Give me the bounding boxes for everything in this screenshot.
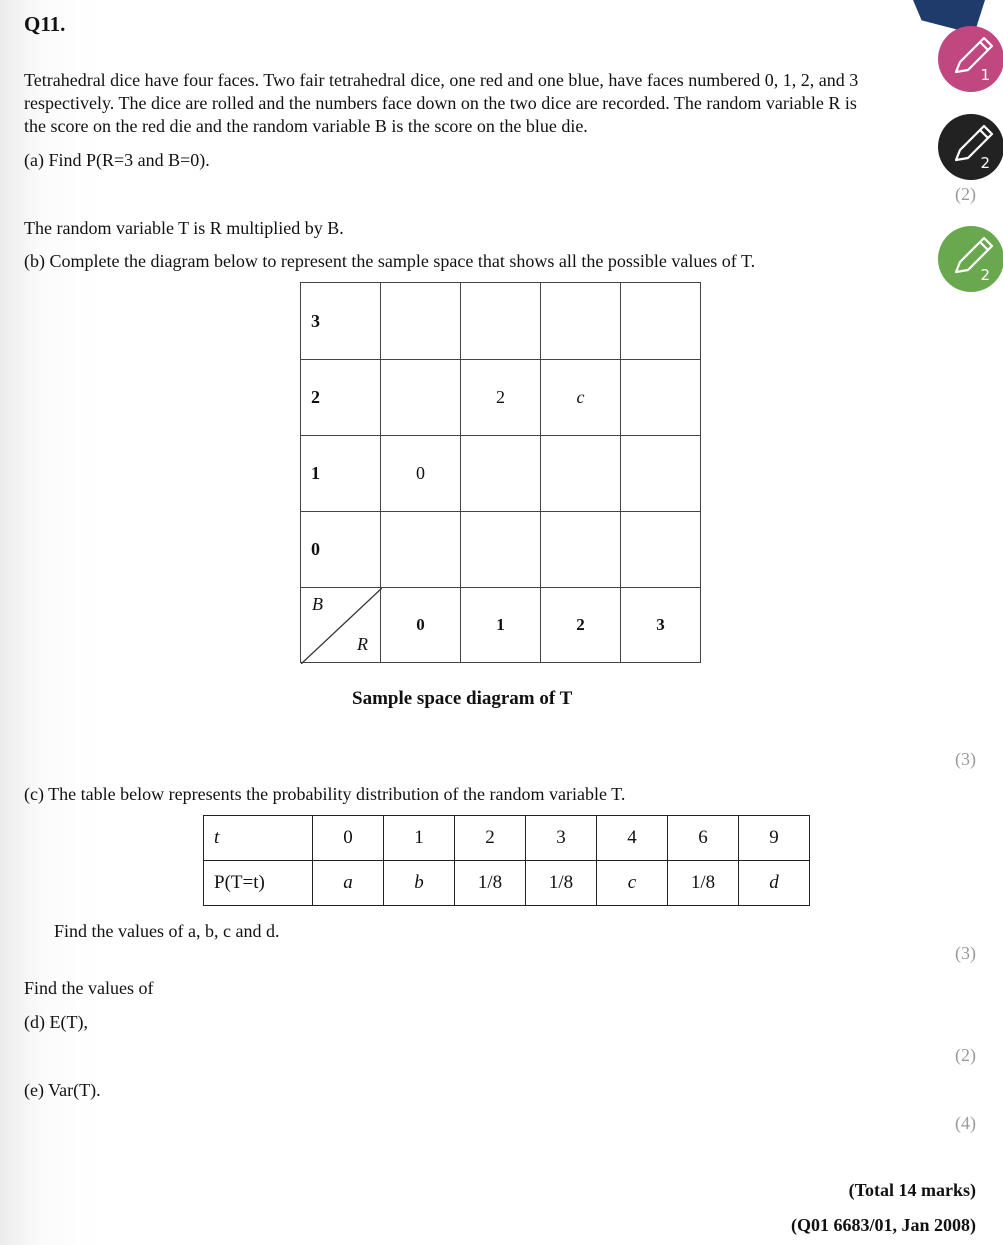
- col-label-1: 1: [460, 587, 541, 663]
- intro-line-1: Tetrahedral dice have four faces. Two fair tetrahedral dice, one red and one blue, have faces numbered 0, 1, 2, and 3: [24, 70, 859, 90]
- grid-cell[interactable]: [540, 282, 621, 360]
- t-value: 6: [668, 816, 739, 861]
- p-header: P(T=t): [204, 861, 313, 906]
- find-values-of: Find the values of: [24, 978, 154, 998]
- grid-cell[interactable]: [620, 359, 701, 436]
- badge-count: 2: [980, 266, 990, 284]
- grid-cell[interactable]: [380, 511, 461, 588]
- badge-count: 1: [980, 66, 990, 84]
- part-a-text: (a) Find P(R=3 and B=0).: [24, 150, 210, 170]
- part-d-marks: (2): [955, 1045, 976, 1065]
- t-definition: The random variable T is R multiplied by B.: [24, 218, 344, 238]
- grid-cell[interactable]: [620, 435, 701, 512]
- grid-cell-filled[interactable]: 0: [380, 435, 461, 512]
- grid-cell[interactable]: [460, 435, 541, 512]
- part-b-marks: (3): [955, 749, 976, 769]
- corner-cell: [300, 587, 381, 663]
- p-row: [204, 861, 810, 906]
- grid-cell[interactable]: [540, 435, 621, 512]
- total-marks: (Total 14 marks): [848, 1180, 976, 1200]
- part-c-text: (c) The table below represents the probability distribution of the random variable T.: [24, 784, 626, 804]
- source-reference: (Q01 6683/01, Jan 2008): [790, 1215, 976, 1235]
- grid-cell-filled[interactable]: 2: [460, 359, 541, 436]
- p-value: 1/8: [455, 861, 526, 906]
- part-d-text: (d) E(T),: [24, 1012, 88, 1032]
- col-label-0: 0: [380, 587, 461, 663]
- t-value: 3: [526, 816, 597, 861]
- t-value: 2: [455, 816, 526, 861]
- grid-cell[interactable]: [380, 359, 461, 436]
- row-label-3: 3: [300, 282, 381, 360]
- intro-line-3: the score on the red die and the random variable B is the score on the blue die.: [24, 116, 588, 136]
- corner-label-r: R: [357, 634, 368, 654]
- row-label-2: 2: [300, 359, 381, 436]
- t-value: 4: [597, 816, 668, 861]
- t-value: 1: [384, 816, 455, 861]
- row-label-1: 1: [300, 435, 381, 512]
- t-value: 0: [313, 816, 384, 861]
- part-e-marks: (4): [955, 1113, 976, 1133]
- part-e-text: (e) Var(T).: [24, 1080, 101, 1100]
- t-value: 9: [739, 816, 810, 861]
- sample-space-grid: [300, 282, 701, 663]
- distribution-table: [203, 815, 810, 906]
- t-header: t: [204, 816, 313, 861]
- pen-tool-badge-3[interactable]: [938, 226, 1003, 292]
- p-value: 1/8: [526, 861, 597, 906]
- part-a-marks: (2): [955, 184, 976, 204]
- p-value: d: [739, 861, 810, 906]
- col-label-3: 3: [620, 587, 701, 663]
- pen-tool-badge-2[interactable]: [938, 114, 1003, 180]
- corner-label-b: B: [312, 594, 323, 614]
- grid-cell[interactable]: [540, 511, 621, 588]
- diagram-caption: Sample space diagram of T: [352, 688, 573, 709]
- pencil-icon: [938, 26, 1003, 92]
- grid-cell-filled[interactable]: c: [540, 359, 621, 436]
- col-label-2: 2: [540, 587, 621, 663]
- p-value: 1/8: [668, 861, 739, 906]
- pencil-icon: [938, 114, 1003, 180]
- badge-count: 2: [980, 154, 990, 172]
- grid-cell[interactable]: [620, 511, 701, 588]
- p-value: b: [384, 861, 455, 906]
- part-b-text: (b) Complete the diagram below to represent the sample space that shows all the possible values of T.: [24, 251, 756, 271]
- grid-cell[interactable]: [380, 282, 461, 360]
- part-c-marks: (3): [955, 943, 976, 963]
- grid-cell[interactable]: [460, 511, 541, 588]
- t-row: [204, 816, 810, 861]
- p-value: a: [313, 861, 384, 906]
- pen-tool-badge-1[interactable]: [938, 26, 1003, 92]
- find-c-text: Find the values of a, b, c and d.: [54, 921, 280, 941]
- intro-line-2: respectively. The dice are rolled and the numbers face down on the two dice are recorded. The random variable R is: [24, 93, 857, 113]
- grid-cell[interactable]: [620, 282, 701, 360]
- grid-cell[interactable]: [460, 282, 541, 360]
- p-value: c: [597, 861, 668, 906]
- row-label-0: 0: [300, 511, 381, 588]
- pencil-icon: [938, 226, 1003, 292]
- question-number: Q11.: [24, 12, 66, 36]
